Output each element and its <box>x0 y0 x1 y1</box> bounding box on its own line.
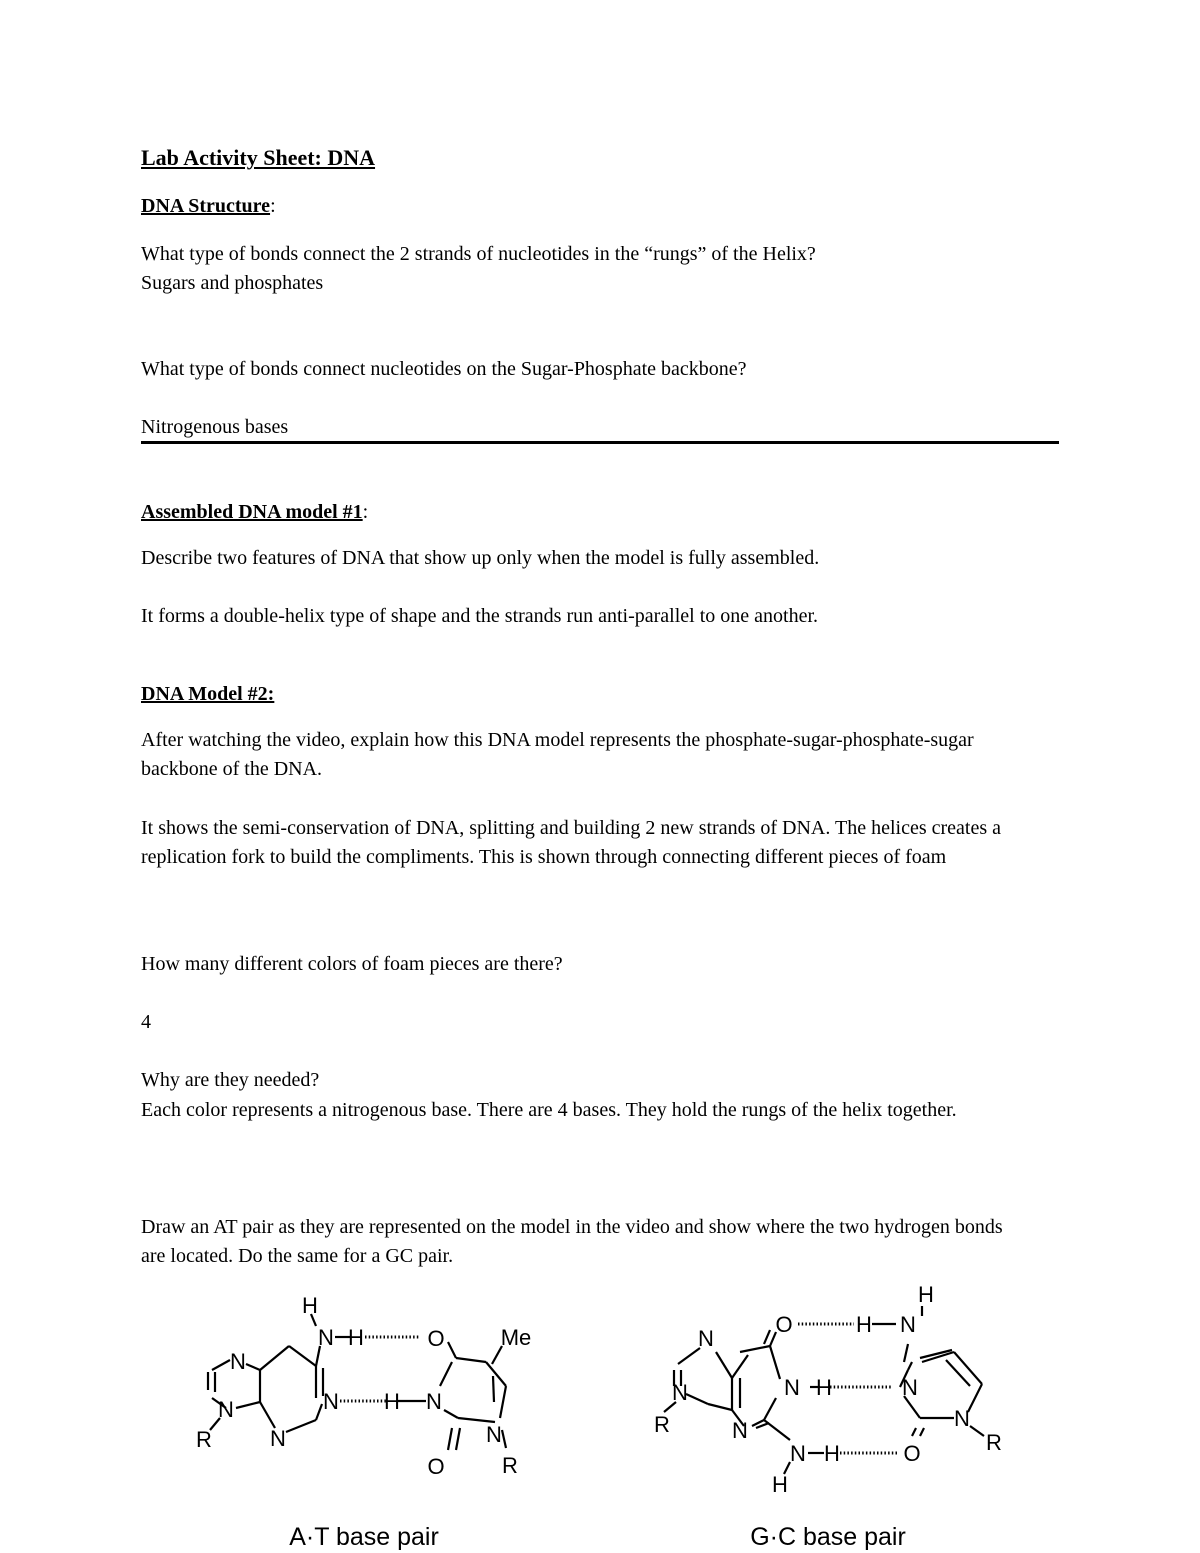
atom-label: R <box>502 1453 518 1478</box>
atom-label: O <box>427 1454 445 1479</box>
atom-label: R <box>986 1430 1002 1455</box>
heading-text: Assembled DNA model #1 <box>141 501 363 523</box>
section-heading-model1 <box>141 498 368 527</box>
atom-label: N <box>784 1375 800 1400</box>
model2-question-2: How many different colors of foam pieces are there? <box>141 953 563 975</box>
question-2: What type of bonds connect nucleotides on the Sugar-Phosphate backbone? <box>141 358 747 380</box>
atom-label: N <box>230 1349 246 1374</box>
heading-colon: : <box>270 195 276 217</box>
atom-label: O <box>903 1441 921 1466</box>
answer-2: Nitrogenous bases <box>141 416 289 438</box>
answer-1: Sugars and phosphates <box>141 272 324 294</box>
model1-question: Describe two features of DNA that show up only when the model is fully assembled. <box>141 547 820 569</box>
atom-label: H <box>384 1389 400 1414</box>
model2-answer-3: Each color represents a nitrogenous base. There are 4 bases. They hold the rungs of the helix together. <box>141 1099 957 1121</box>
heading-text: DNA Structure <box>141 195 271 217</box>
atom-label: H <box>824 1441 840 1466</box>
atom-label: R <box>196 1427 212 1452</box>
model2-question-3: Why are they needed? <box>141 1069 320 1091</box>
gc-caption: G·C base pair <box>750 1523 906 1551</box>
model2-answer-1: It shows the semi-conservation of DNA, splitting and building 2 new strands of DNA. The helices creates a replication fork to build the compliments. This is shown through connecting different pieces of foam <box>141 817 1001 868</box>
atom-label: N <box>318 1325 334 1350</box>
gc-base-pair-diagram <box>650 1280 1020 1553</box>
heading-colon: : <box>362 501 369 523</box>
atom-label: Me <box>500 1325 532 1350</box>
atom-label: N <box>426 1389 442 1414</box>
atom-label: N <box>902 1375 918 1400</box>
model2-answer-2: 4 <box>141 1011 151 1033</box>
question-1: What type of bonds connect the 2 strands of nucleotides in the “rungs” of the Helix? <box>141 243 816 265</box>
at-base-pair-diagram <box>190 1290 550 1553</box>
atom-label: N <box>900 1312 916 1337</box>
at-caption: A·T base pair <box>289 1523 439 1551</box>
page-title: Lab Activity Sheet: DNA <box>141 145 376 170</box>
atom-label: H <box>772 1472 788 1497</box>
atom-label: N <box>698 1326 714 1351</box>
model1-answer: It forms a double-helix type of shape and the strands run anti-parallel to one another. <box>141 605 819 627</box>
atom-label: O <box>775 1312 793 1337</box>
atom-label: N <box>270 1426 286 1451</box>
atom-label: H <box>348 1325 364 1350</box>
atom-label: H <box>856 1312 872 1337</box>
section-heading-structure <box>141 192 276 221</box>
atom-label: N <box>732 1418 748 1443</box>
atom-label: R <box>654 1412 670 1437</box>
horizontal-rule <box>141 441 1059 444</box>
atom-label: N <box>218 1397 234 1422</box>
model2-question-4: Draw an AT pair as they are represented on the model in the video and show where the two hydrogen bonds are located. Do the same for a GC pair. <box>141 1216 1003 1267</box>
atom-label: H <box>918 1282 934 1307</box>
atom-label: H <box>302 1293 318 1318</box>
atom-label: H <box>816 1375 832 1400</box>
atom-label: N <box>790 1441 806 1466</box>
atom-label: N <box>486 1422 502 1447</box>
atom-label: N <box>954 1406 970 1431</box>
section-heading-model2: DNA Model #2: <box>141 683 275 705</box>
atom-label: N <box>672 1380 688 1405</box>
atom-label: O <box>427 1326 445 1351</box>
model2-question-1: After watching the video, explain how this DNA model represents the phosphate-sugar-phosphate-sugar backbone of the DNA. <box>141 729 974 780</box>
atom-label: N <box>323 1389 339 1414</box>
